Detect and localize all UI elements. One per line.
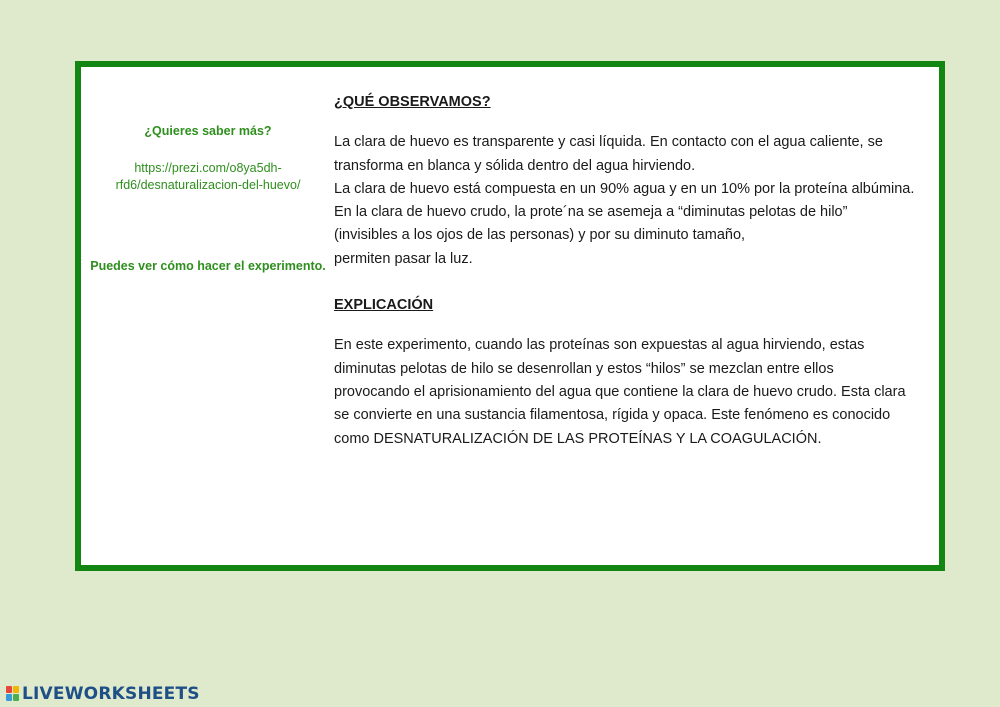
prezi-link[interactable] <box>81 160 335 194</box>
explanation-paragraph <box>334 334 934 450</box>
observations-line: La clara de huevo está compuesta en un 90% agua y en un 10% por la proteína albúmina. <box>334 180 915 197</box>
explanation-line: se convierte en una sustancia filamentosa, rígida y opaca. Este fenómeno es conocido <box>334 407 891 424</box>
more-info-question: ¿Quieres saber más? <box>144 124 272 138</box>
prezi-link-line-2: rfd6/desnaturalizacion-del-huevo/ <box>115 178 301 192</box>
observations-line: La clara de huevo es transparente y casi líquida. En contacto con el agua caliente, se <box>334 134 883 151</box>
liveworksheets-logo[interactable] <box>6 684 200 704</box>
observations-line: En la clara de huevo crudo, la prote´na se asemeja a “diminutas pelotas de hilo” <box>334 204 848 221</box>
observations-line: transforma en blanca y sólida dentro del agua hirviendo. <box>334 157 696 174</box>
explanation-line: diminutas pelotas de hilo se desenrollan y estos “hilos” se mezclan entre ellos <box>334 360 834 377</box>
explanation-line: provocando el aprisionamiento del agua que contiene la clara de huevo crudo. Esta clara <box>334 383 906 400</box>
observations-line: permiten pasar la luz. <box>334 250 473 267</box>
prezi-link-line-1: https://prezi.com/o8ya5dh- <box>134 161 282 175</box>
liveworksheets-logo-icon <box>6 686 20 702</box>
observations-line: (invisibles a los ojos de las personas) y por su diminuto tamaño, <box>334 227 746 244</box>
observations-paragraph <box>334 131 934 271</box>
observations-heading: ¿QUÉ OBSERVAMOS? <box>334 94 491 110</box>
main-content <box>334 91 934 451</box>
worksheet-card <box>75 61 945 571</box>
explanation-line: como DESNATURALIZACIÓN DE LAS PROTEÍNAS Y LA COAGULACIÓN. <box>334 430 822 447</box>
explanation-heading: EXPLICACIÓN <box>334 297 434 314</box>
experiment-video-text: Puedes ver cómo hacer el experimento. <box>90 259 326 273</box>
liveworksheets-brand-text: LIVEWORKSHEETS <box>22 684 200 704</box>
explanation-line: En este experimento, cuando las proteínas son expuestas al agua hirviendo, estas <box>334 337 865 354</box>
sidebar <box>81 123 335 275</box>
